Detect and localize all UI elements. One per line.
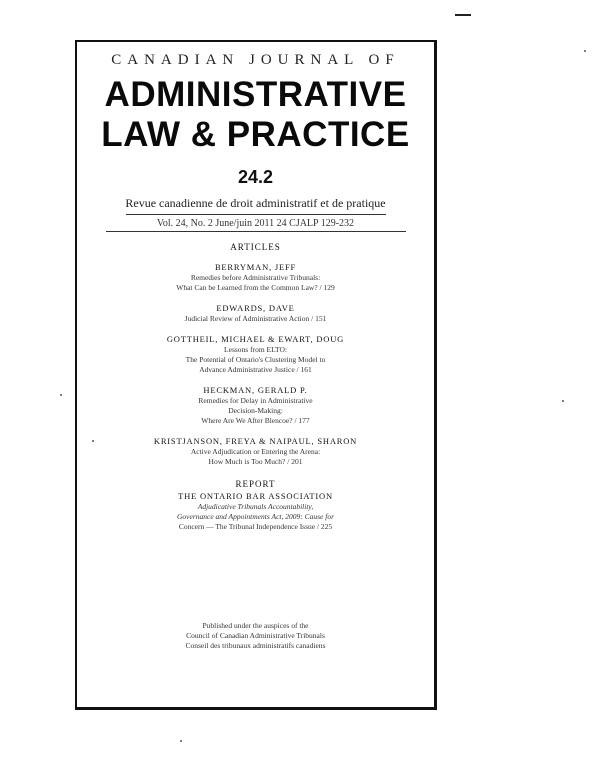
- issue-info: Vol. 24, No. 2 June/juin 2011 24 CJALP 129-232: [156, 218, 355, 229]
- report-author: THE ONTARIO BAR ASSOCIATION: [178, 491, 333, 501]
- article-entry: [77, 334, 434, 375]
- article-line: Lessons from ELTO:: [224, 345, 287, 354]
- article-line: Judicial Review of Administrative Action / 151: [184, 314, 327, 323]
- scan-speck: [584, 50, 586, 52]
- title-line-2: LAW & PRACTICE: [101, 115, 410, 154]
- article-line: Where Are We After Blencoe? / 177: [201, 416, 310, 425]
- report-heading: REPORT: [235, 479, 276, 489]
- report-line: Adjudicative Tribunals Accountability,: [197, 502, 314, 511]
- scan-mark-top: [455, 14, 471, 16]
- report-entry: [77, 491, 434, 532]
- report-line: Governance and Appointments Act, 2009: Cause for: [177, 512, 334, 521]
- article-line: The Potential of Ontario's Clustering Model to: [185, 355, 326, 364]
- footer-line: Published under the auspices of the: [202, 621, 309, 630]
- rule-bottom: [106, 231, 406, 232]
- cover-footer: [77, 621, 434, 651]
- article-line: Decision-Making:: [228, 406, 283, 415]
- volume-number: 24.2: [237, 167, 274, 187]
- article-line: How Much is Too Much? / 201: [208, 457, 303, 466]
- article-entry: [77, 385, 434, 426]
- articles-heading: ARTICLES: [230, 242, 281, 252]
- articles-section: [77, 242, 434, 532]
- article-line: Active Adjudication or Entering the Arena:: [190, 447, 321, 456]
- footer-line: Conseil des tribunaux administratifs canadiens: [185, 641, 326, 650]
- french-subtitle: Revue canadienne de droit administratif et de pratique: [125, 196, 386, 210]
- article-author: GOTTHEIL, MICHAEL & EWART, DOUG: [166, 334, 345, 344]
- scan-speck: [60, 394, 62, 396]
- article-line: Remedies before Administrative Tribunals:: [190, 273, 321, 282]
- article-entry: [77, 436, 434, 467]
- scan-speck: [562, 400, 564, 402]
- report-line: Concern — The Tribunal Independence Issue / 225: [178, 522, 333, 531]
- article-line: Advance Administrative Justice / 161: [199, 365, 312, 374]
- footer-line: Council of Canadian Administrative Tribunals: [186, 631, 325, 640]
- article-author: HECKMAN, GERALD P.: [203, 385, 308, 395]
- article-entry: [77, 262, 434, 293]
- journal-line: CANADIAN JOURNAL OF: [111, 52, 400, 68]
- article-line: Remedies for Delay in Administrative: [198, 396, 313, 405]
- article-author: EDWARDS, DAVE: [216, 303, 295, 313]
- title-line-1: ADMINISTRATIVE: [104, 75, 407, 114]
- rule-top: [126, 214, 386, 215]
- article-author: BERRYMAN, JEFF: [214, 262, 297, 272]
- article-line: What Can be Learned from the Common Law? / 129: [176, 283, 335, 292]
- article-entry: [77, 303, 434, 324]
- article-author: KRISTJANSON, FREYA & NAIPAUL, SHARON: [153, 436, 358, 446]
- scan-speck: [180, 740, 182, 742]
- journal-cover: [75, 40, 437, 710]
